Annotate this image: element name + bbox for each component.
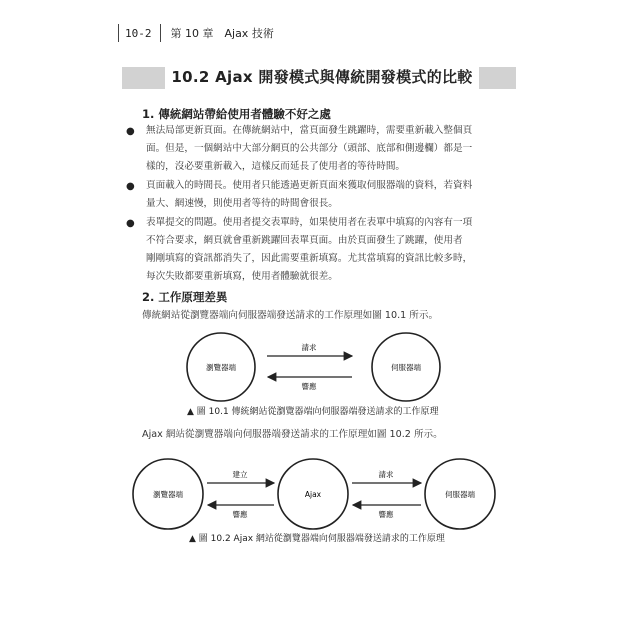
browser-label: 瀏覽器端 — [206, 363, 236, 372]
bullet-2-line-1: 頁面載入的時間長。使用者只能透過更新頁面來獲取伺服器端的資料，若資料 — [146, 180, 473, 191]
paragraph-fig1-intro: 傳統網站從瀏覽器端向伺服器端發送請求的工作原理如圖 10.1 所示。 — [142, 310, 439, 321]
figure-10-2-caption: ▲ 圖 10.2 Ajax 網站從瀏覽器端向伺服器端發送請求的工作原理 — [189, 534, 445, 544]
figure-10-1 — [187, 333, 440, 401]
server-label: 伺服器端 — [391, 363, 421, 372]
figure-10-1-caption: ▲ 圖 10.1 傳統網站從瀏覽器端向伺服器端發送請求的工作原理 — [187, 407, 439, 417]
bullet-3-line-4: 每次失敗都要重新填寫，使用者體驗就很差。 — [146, 271, 338, 282]
subheading-1: 1. 傳統網站帶給使用者體驗不好之處 — [142, 107, 331, 121]
chapter-title: 第 10 章 Ajax 技術 — [170, 27, 274, 40]
response-label-2: 響應 — [378, 510, 394, 519]
subheading-2: 2. 工作原理差異 — [142, 290, 228, 304]
bullet-1-line-2: 面。但是，一個網站中大部分網頁的公共部分（頭部、底部和側邊欄）都是一 — [146, 143, 473, 154]
bullet-dot: ● — [126, 181, 135, 192]
figure-10-2 — [133, 459, 495, 529]
page-number: 10-2 — [125, 26, 152, 40]
bullet-2-line-2: 量大、網速慢，則使用者等待的時間會很長。 — [146, 198, 338, 209]
section-title: 10.2 Ajax 開發模式與傳統開發模式的比較 — [165, 64, 479, 91]
paragraph-fig2-intro: Ajax 網站從瀏覽器端向伺服器端發送請求的工作原理如圖 10.2 所示。 — [142, 429, 443, 440]
bullet-3-line-2: 不符合要求，網頁就會重新跳躍回表單頁面。由於頁面發生了跳躍，使用者 — [146, 235, 463, 246]
browser-label: 瀏覽器端 — [153, 490, 183, 499]
server-label: 伺服器端 — [445, 490, 475, 499]
bullet-3-line-1: 表單提交的問題。使用者提交表單時，如果使用者在表單中填寫的內容有一項 — [146, 217, 473, 228]
bullet-dot: ● — [126, 218, 135, 229]
bullet-dot: ● — [126, 126, 135, 137]
response-label-1: 響應 — [232, 510, 248, 519]
request-label: 請求 — [301, 343, 317, 352]
bullet-1-line-1: 無法局部更新頁面。在傳統網站中，當頁面發生跳躍時，需要重新載入整個頁 — [146, 125, 473, 136]
bullet-1-line-3: 樣的，沒必要重新載入，這樣反而延長了使用者的等待時間。 — [146, 161, 406, 172]
request-label: 請求 — [378, 470, 394, 479]
response-label: 響應 — [301, 382, 317, 391]
bullet-3-line-3: 剛剛填寫的資訊都消失了，因此需要重新填寫。尤其當填寫的資訊比較多時， — [146, 253, 473, 264]
create-label: 建立 — [232, 470, 248, 479]
ajax-label: Ajax — [304, 490, 322, 499]
